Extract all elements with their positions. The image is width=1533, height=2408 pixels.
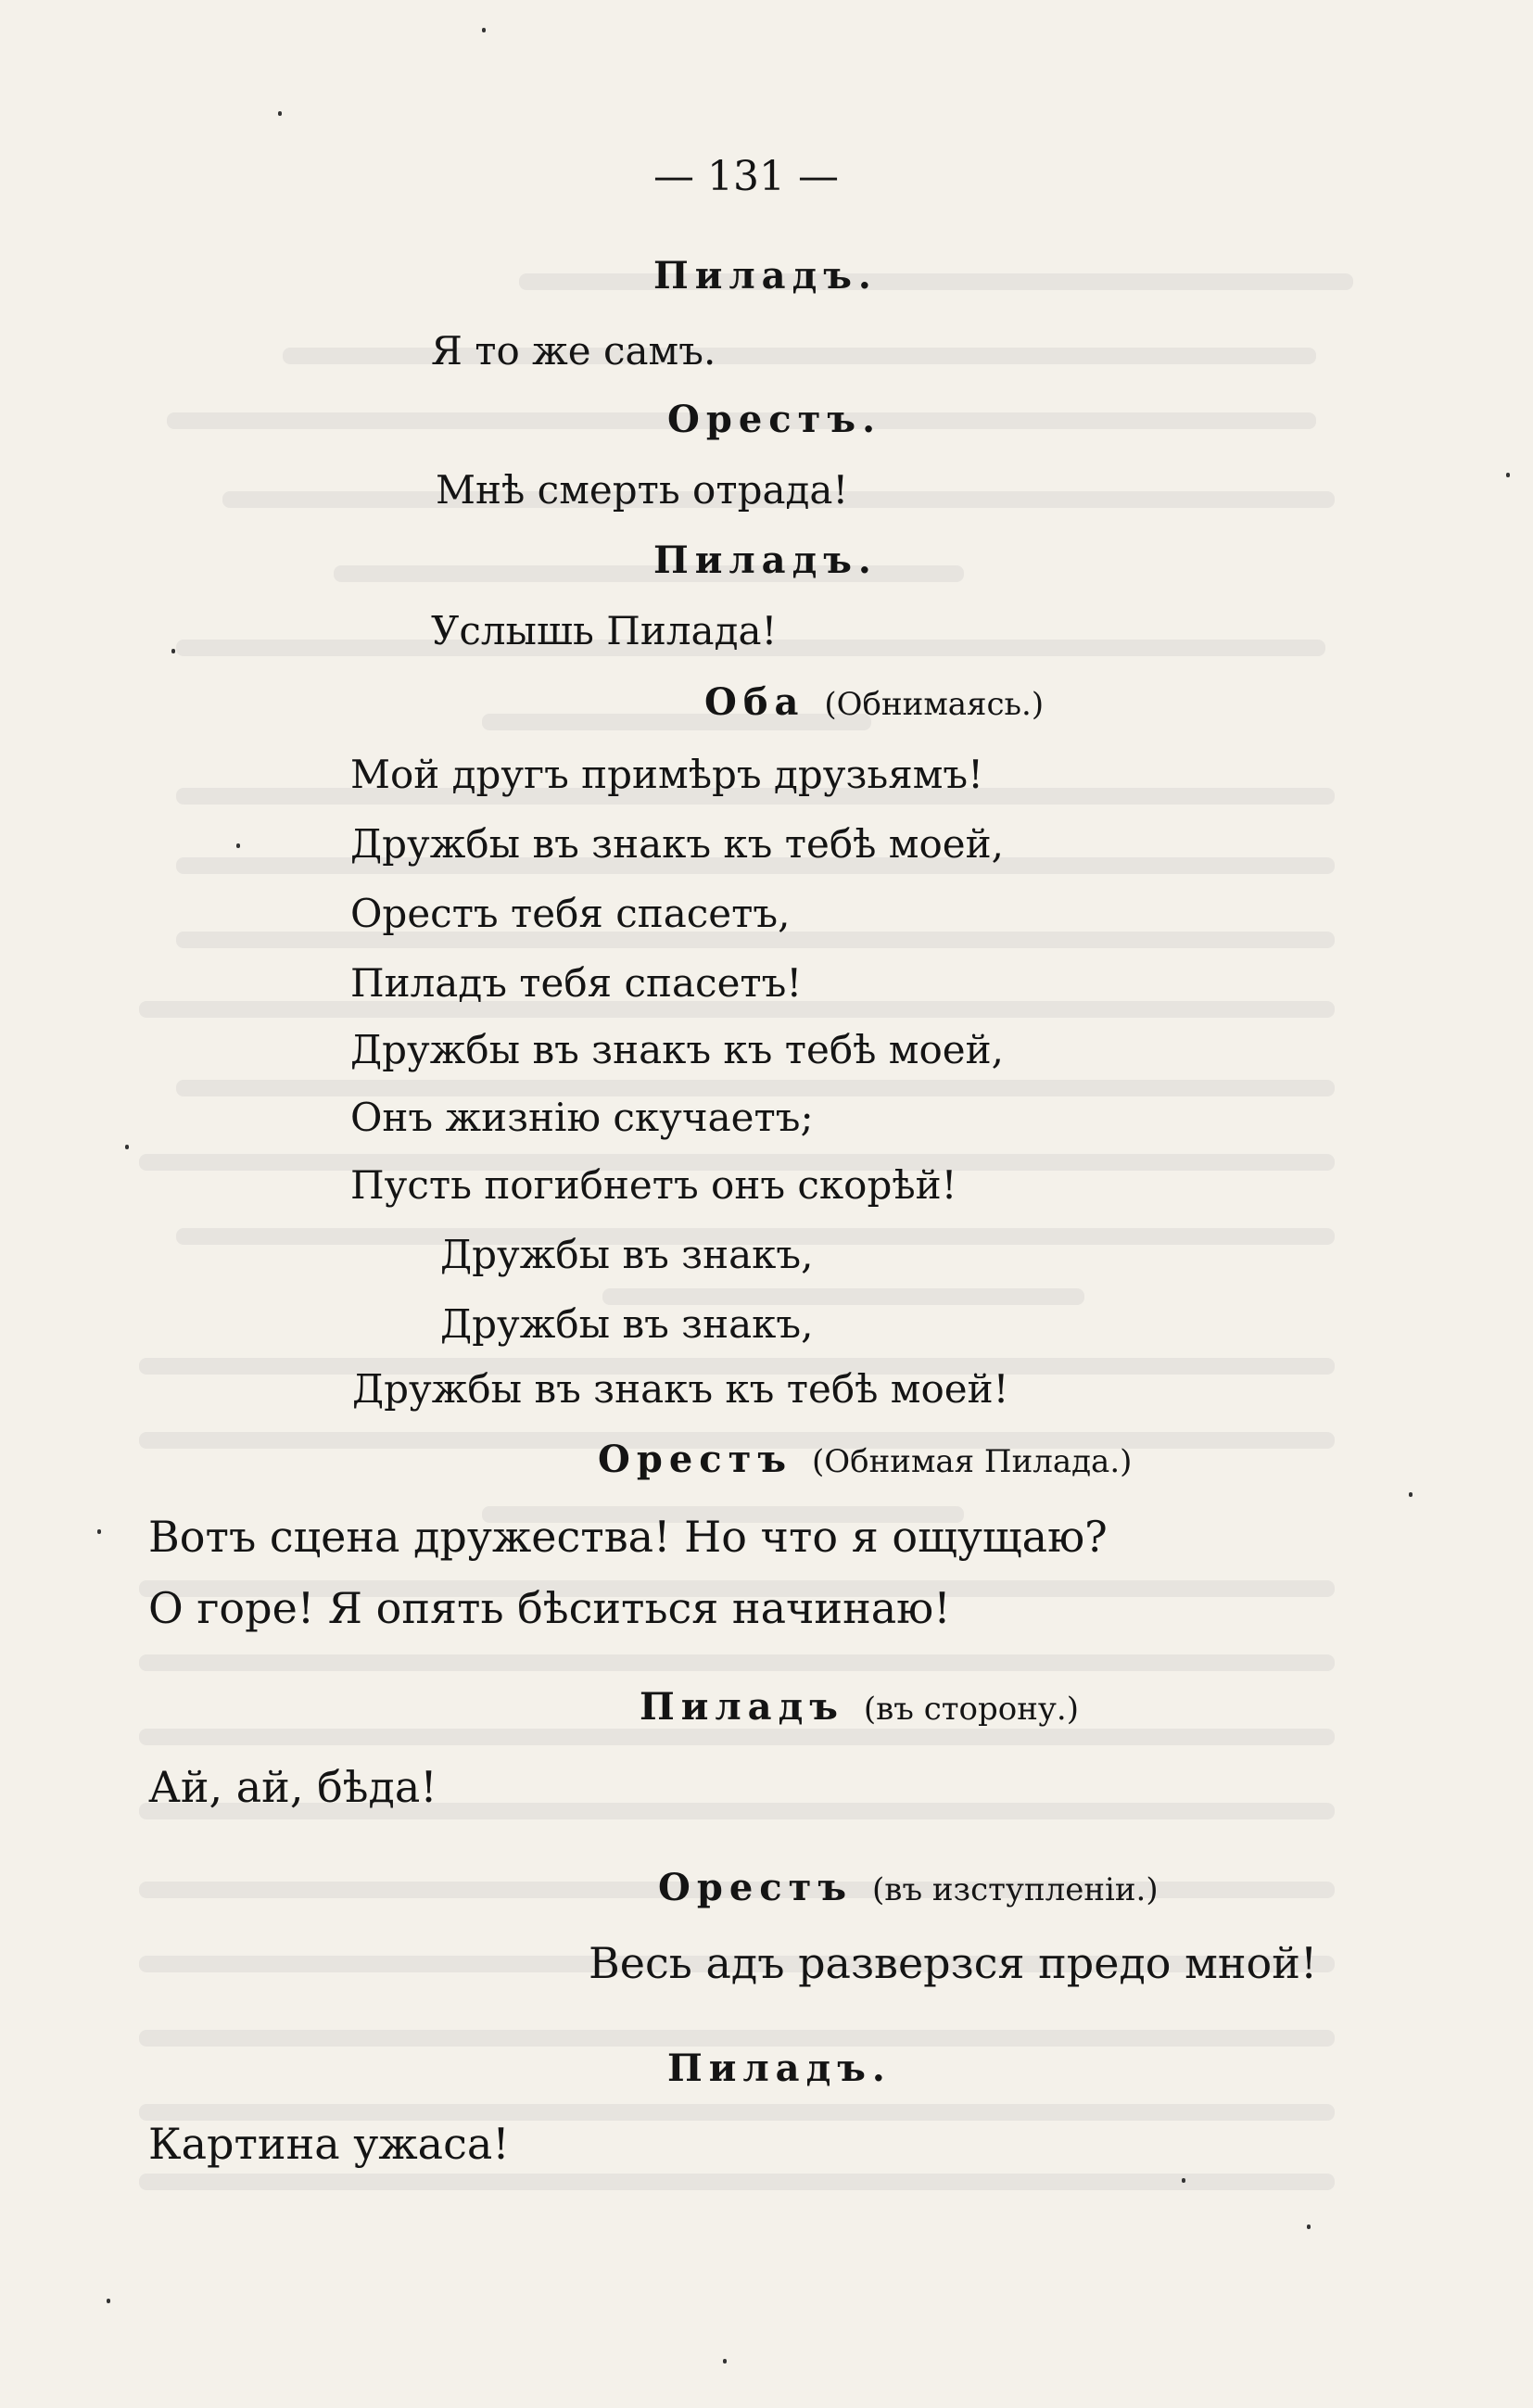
ink-speck	[1307, 2224, 1311, 2229]
verse-line: Мнѣ смерть отрада!	[436, 467, 849, 513]
verse-line: Весь адъ разверзся предо мной!	[589, 1938, 1318, 1988]
speaker-label: Пиладъ	[640, 1685, 844, 1729]
stage-direction: (Обнимая Пилада.)	[812, 1443, 1133, 1480]
speaker-name	[667, 398, 882, 441]
verse-line: Дружбы въ знакъ,	[440, 1301, 814, 1347]
ink-speck	[278, 111, 282, 116]
speaker-name	[598, 1438, 1133, 1481]
ink-speck	[1409, 1492, 1413, 1497]
speaker-label: Пиладъ.	[653, 254, 878, 298]
speaker-name	[667, 2047, 892, 2090]
stage-direction: (въ изступленіи.)	[872, 1871, 1159, 1908]
speaker-name	[704, 680, 1045, 724]
verse-line: Онъ жизнію скучаетъ;	[350, 1095, 814, 1140]
speaker-name	[653, 539, 878, 582]
verse-line: Орестъ тебя спасетъ,	[350, 891, 791, 936]
ink-speck	[236, 843, 240, 848]
verse-line: Мой другъ примѣръ друзьямъ!	[350, 752, 983, 797]
stage-direction: (въ сторону.)	[863, 1691, 1079, 1728]
speaker-label: Орестъ	[658, 1866, 854, 1909]
ink-speck	[97, 1529, 101, 1534]
verse-line: Дружбы въ знакъ,	[440, 1232, 814, 1277]
ink-speck	[482, 28, 486, 32]
verse-line: Ай, ай, бѣда!	[148, 1762, 437, 1812]
verse-line: Дружбы въ знакъ къ тебѣ моей,	[350, 1027, 1004, 1072]
ink-speck	[1506, 473, 1510, 477]
verse-line: Пиладъ тебя спасетъ!	[350, 960, 803, 1006]
speaker-label: Орестъ.	[667, 398, 882, 441]
page-number: — 131 —	[653, 153, 839, 200]
verse-line: Я то же самъ.	[431, 328, 716, 374]
verse-line: Дружбы въ знакъ къ тебѣ моей,	[350, 821, 1004, 867]
verse-line: О горе! Я опять бѣситься начинаю!	[148, 1583, 951, 1633]
speaker-label: Пиладъ.	[653, 539, 878, 582]
verse-line: Картина ужаса!	[148, 2119, 510, 2169]
ink-speck	[125, 1145, 129, 1149]
speaker-name	[653, 254, 878, 298]
speaker-label: Пиладъ.	[667, 2047, 892, 2090]
verse-line: Вотъ сцена дружества! Но что я ощущаю?	[148, 1512, 1108, 1562]
ink-speck	[107, 2299, 110, 2303]
verse-line: Пусть погибнетъ онъ скорѣй!	[350, 1162, 957, 1208]
speaker-label: Оба	[704, 680, 805, 724]
stage-direction: (Обнимаясь.)	[824, 686, 1045, 723]
speaker-label: Орестъ	[598, 1438, 793, 1481]
speaker-name	[658, 1866, 1159, 1909]
ink-speck	[723, 2359, 727, 2364]
ink-speck	[1182, 2178, 1185, 2183]
verse-line: Дружбы въ знакъ къ тебѣ моей!	[352, 1366, 1009, 1412]
verse-line: Услышь Пилада!	[431, 608, 778, 653]
speaker-name	[640, 1685, 1079, 1729]
ink-speck	[171, 649, 175, 653]
